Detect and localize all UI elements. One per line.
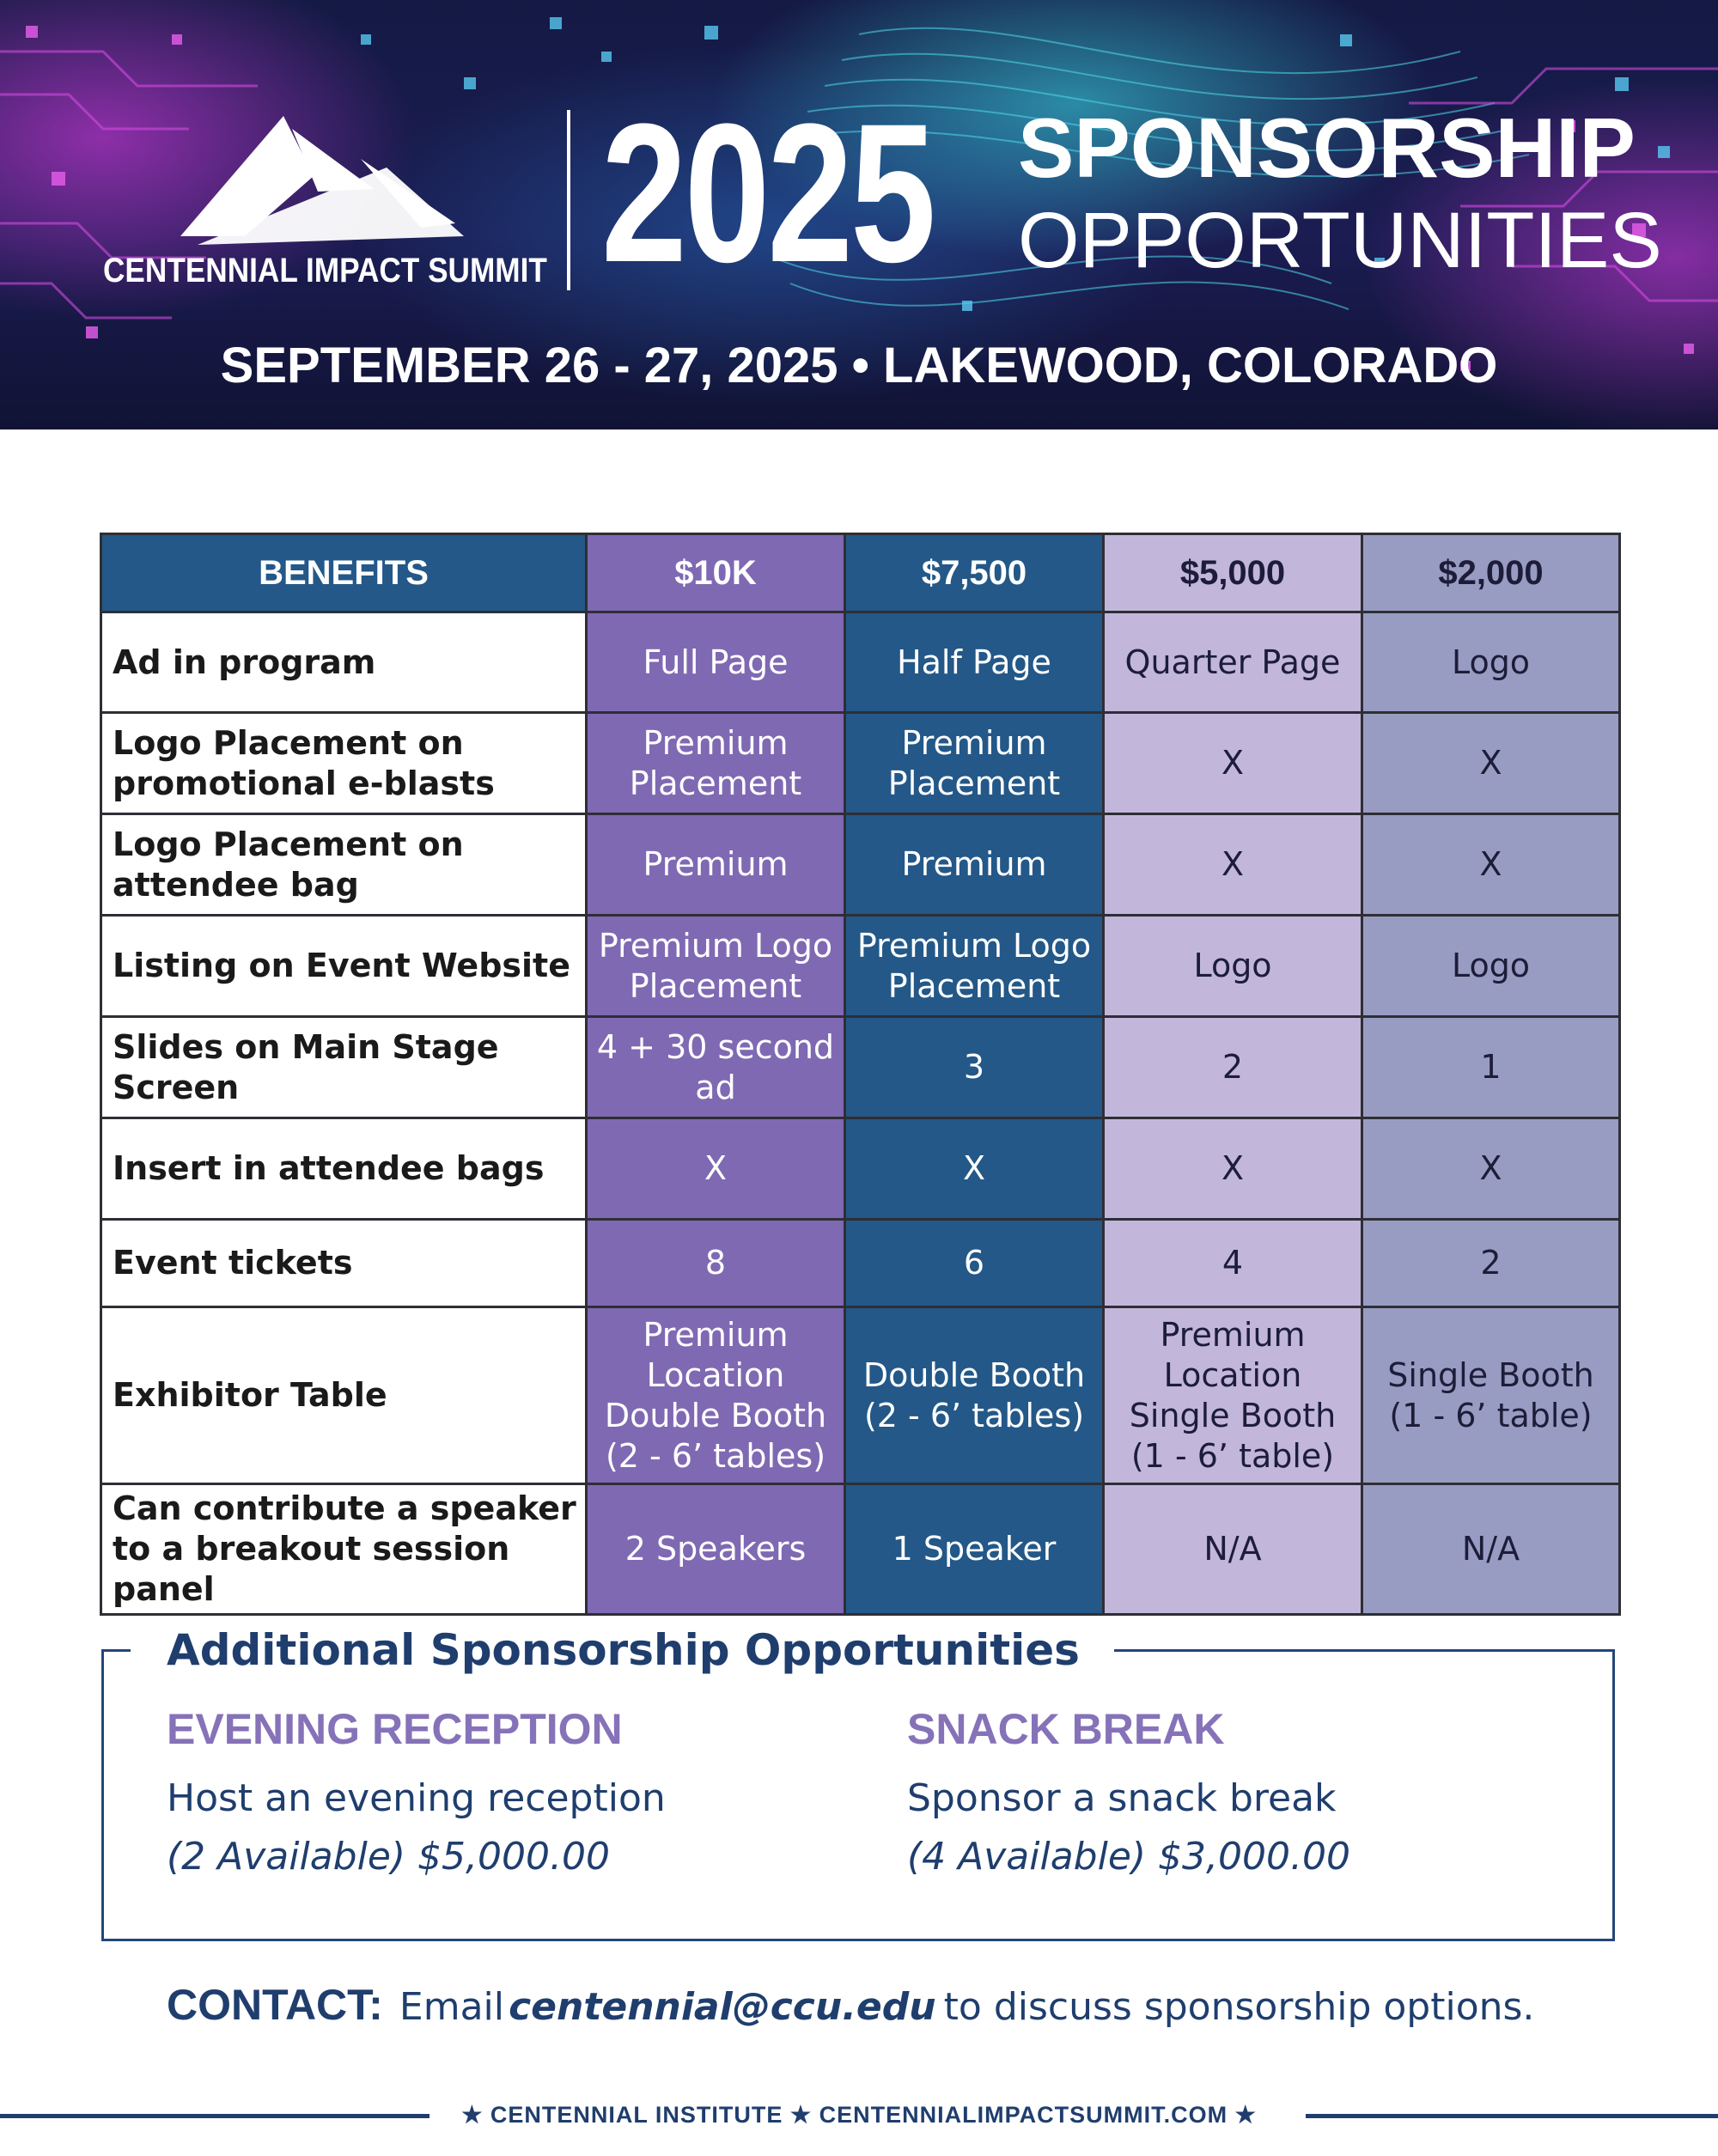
sponsorship-table	[100, 533, 1621, 1616]
snack-break-offer	[907, 1702, 1560, 1881]
evening-reception-offer	[167, 1702, 819, 1881]
event-year: 2025	[601, 82, 934, 303]
benefit-label: Listing on Event Website	[101, 916, 587, 1017]
header-benefits: BENEFITS	[101, 534, 587, 612]
event-dateline: SEPTEMBER 26 - 27, 2025 • LAKEWOOD, COLORADO	[220, 338, 1498, 393]
org-name: CENTENNIAL IMPACT SUMMIT	[103, 252, 547, 289]
benefit-label: Logo Placement on attendee bag	[101, 814, 587, 916]
table-row	[101, 713, 1620, 814]
table-row	[101, 1484, 1620, 1615]
cell-tier-5000: X	[1104, 814, 1362, 916]
cell-tier-7500: Half Page	[845, 612, 1104, 713]
table-row	[101, 1307, 1620, 1484]
cell-tier-10k: Full Page	[587, 612, 845, 713]
contact-suffix: to discuss sponsorship options.	[943, 1985, 1535, 2029]
cell-tier-2000: 1	[1362, 1017, 1620, 1118]
cell-tier-2000: Logo	[1362, 612, 1620, 713]
table-row	[101, 916, 1620, 1017]
cell-tier-2000: X	[1362, 1118, 1620, 1220]
cell-tier-2000: Logo	[1362, 916, 1620, 1017]
cell-tier-5000: Premium Location Single Booth (1 - 6’ table)	[1104, 1307, 1362, 1484]
cell-tier-7500: X	[845, 1118, 1104, 1220]
header-banner	[0, 0, 1718, 429]
cell-tier-10k: 4 + 30 second ad	[587, 1017, 845, 1118]
cell-tier-2000: Single Booth (1 - 6’ table)	[1362, 1307, 1620, 1484]
cell-tier-7500: Premium Logo Placement	[845, 916, 1104, 1017]
cell-tier-10k: 2 Speakers	[587, 1484, 845, 1615]
banner-title-line2: OPPORTUNITIES	[1018, 197, 1662, 284]
benefit-label: Insert in attendee bags	[101, 1118, 587, 1220]
header-tier-5000: $5,000	[1104, 534, 1362, 612]
cell-tier-10k: Premium Logo Placement	[587, 916, 845, 1017]
benefit-label: Logo Placement on promotional e-blasts	[101, 713, 587, 814]
cell-tier-7500: 3	[845, 1017, 1104, 1118]
cell-tier-5000: X	[1104, 1118, 1362, 1220]
benefit-label: Slides on Main Stage Screen	[101, 1017, 587, 1118]
banner-title-line1: SPONSORSHIP	[1018, 100, 1636, 195]
contact-email-link[interactable]: centennial@ccu.edu	[509, 1985, 936, 2029]
offer-price: (2 Available) $5,000.00	[167, 1835, 610, 1879]
cell-tier-10k: X	[587, 1118, 845, 1220]
header-tier-7500: $7,500	[845, 534, 1104, 612]
benefit-label: Event tickets	[101, 1220, 587, 1307]
benefit-label: Ad in program	[101, 612, 587, 713]
cell-tier-5000: N/A	[1104, 1484, 1362, 1615]
header-tier-2000: $2,000	[1362, 534, 1620, 612]
offer-price: (4 Available) $3,000.00	[907, 1835, 1350, 1879]
table-header-row	[101, 534, 1620, 612]
cell-tier-7500: Premium	[845, 814, 1104, 916]
mountain-logo-icon	[163, 107, 490, 253]
cell-tier-7500: 6	[845, 1220, 1104, 1307]
cell-tier-10k: Premium Placement	[587, 713, 845, 814]
cell-tier-5000: Logo	[1104, 916, 1362, 1017]
cell-tier-2000: X	[1362, 713, 1620, 814]
table-row	[101, 1118, 1620, 1220]
additional-opportunities-title: Additional Sponsorship Opportunities	[131, 1622, 1114, 1678]
cell-tier-10k: 8	[587, 1220, 845, 1307]
cell-tier-5000: X	[1104, 713, 1362, 814]
cell-tier-7500: Double Booth (2 - 6’ tables)	[845, 1307, 1104, 1484]
offer-description: Host an evening reception	[167, 1776, 666, 1820]
table-row	[101, 814, 1620, 916]
banner-divider	[567, 110, 570, 290]
cell-tier-10k: Premium Location Double Booth (2 - 6’ tables)	[587, 1307, 845, 1484]
cell-tier-7500: 1 Speaker	[845, 1484, 1104, 1615]
benefit-label: Can contribute a speaker to a breakout session panel	[101, 1484, 587, 1615]
benefit-label: Exhibitor Table	[101, 1307, 587, 1484]
cell-tier-2000: X	[1362, 814, 1620, 916]
contact-label: CONTACT:	[167, 1981, 383, 2029]
cell-tier-7500: Premium Placement	[845, 713, 1104, 814]
offer-description: Sponsor a snack break	[907, 1776, 1337, 1820]
summit-logo	[103, 107, 550, 296]
contact-prefix: Email	[399, 1985, 504, 2029]
cell-tier-5000: 4	[1104, 1220, 1362, 1307]
cell-tier-10k: Premium	[587, 814, 845, 916]
offer-heading: SNACK BREAK	[907, 1705, 1225, 1753]
footer-text: ★ CENTENNIAL INSTITUTE ★ CENTENNIALIMPACTSUMMIT.COM ★	[461, 2102, 1257, 2128]
table-row	[101, 1220, 1620, 1307]
contact-line	[167, 1977, 1534, 2043]
cell-tier-5000: Quarter Page	[1104, 612, 1362, 713]
cell-tier-2000: 2	[1362, 1220, 1620, 1307]
offer-heading: EVENING RECEPTION	[167, 1705, 623, 1753]
cell-tier-2000: N/A	[1362, 1484, 1620, 1615]
cell-tier-5000: 2	[1104, 1017, 1362, 1118]
table-row	[101, 612, 1620, 713]
header-tier-10k: $10K	[587, 534, 845, 612]
table-row	[101, 1017, 1620, 1118]
